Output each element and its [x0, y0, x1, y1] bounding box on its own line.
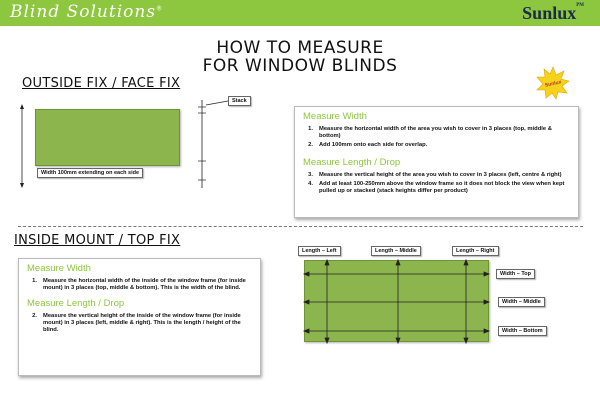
outside-measure-width-title: Measure Width [303, 111, 367, 122]
length-left-label: Length – Left [298, 246, 341, 256]
brand-name: Blind Solutions® [10, 2, 164, 22]
step-item: 2. Add 100mm onto each side for overlap. [308, 142, 428, 148]
stack-label: Stack [228, 96, 251, 106]
arrow-head-icon [304, 329, 309, 333]
arrow-head-icon [396, 260, 400, 265]
arrow-head-icon [396, 338, 400, 343]
step-item: 4. Add at least 100-250mm above the window frame so it does not block the view when kept pulled up or stacked (stack heights differ per product) [308, 181, 565, 194]
width-middle-label: Width – Middle [498, 297, 545, 307]
width-extension-label: Width 100mm extending on each side [37, 168, 143, 178]
width-bottom-label: Width – Bottom [498, 326, 547, 336]
inside-measure-length-title: Measure Length / Drop [27, 298, 125, 309]
length-middle-label: Length – Middle [371, 246, 421, 256]
title-line-2: FOR WINDOW BLINDS [202, 56, 398, 76]
title-line-1: HOW TO MEASURE [216, 38, 384, 58]
step-item: 1. Measure the horizontal width of the inside of the window frame (for inside mount) in 3 places (top, middle & bottom). This is the width of the blind. [32, 278, 246, 291]
arrow-head-icon [484, 272, 489, 276]
step-item: 1. Measure the horizontal width of the area you wish to cover in 3 places (top, middle & bottom) [308, 126, 552, 139]
arrow-head-icon [484, 329, 489, 333]
inside-measure-width-title: Measure Width [27, 263, 91, 274]
arrow-head-icon [325, 338, 329, 343]
arrow-head-icon [464, 338, 468, 343]
arrow-head-icon [325, 260, 329, 265]
step-item: 3. Measure the vertical height of the area you wish to cover in 3 places (left, centre & right) [308, 172, 562, 178]
arrow-head-icon [484, 300, 489, 304]
step-item: 2. Measure the vertical height of the inside of the window frame (for inside mount) in 3 places (left, middle & right). This is the length / height of the blind. [32, 313, 241, 333]
arrow-head-icon [464, 260, 468, 265]
inside-mount-heading: INSIDE MOUNT / TOP FIX [14, 233, 181, 248]
arrow-head-icon [304, 300, 309, 304]
width-top-label: Width – Top [496, 269, 535, 279]
sunlux-logo: Sunlux$^{PM}$ [522, 3, 584, 23]
svg-text:Sunlux: Sunlux [544, 79, 562, 89]
outside-measure-length-title: Measure Length / Drop [303, 157, 401, 168]
outside-fix-heading: OUTSIDE FIX / FACE FIX [22, 76, 181, 91]
arrow-head-icon [304, 272, 309, 276]
length-right-label: Length – Right [452, 246, 499, 256]
